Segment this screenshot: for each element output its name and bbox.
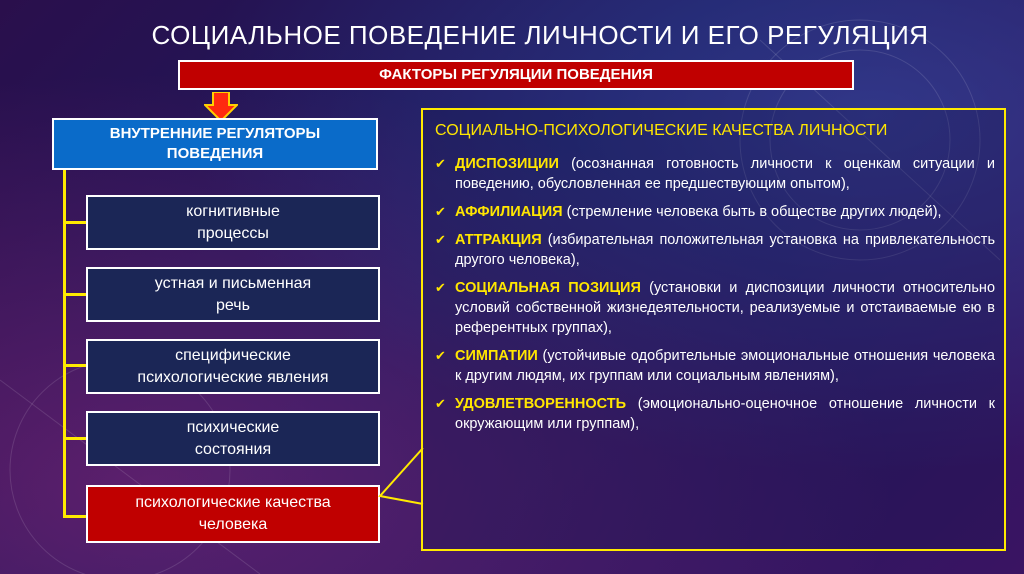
sub-item-box: [86, 195, 380, 250]
sub-item-line2: процессы: [197, 224, 269, 242]
quality-term: УДОВЛЕТВОРЕННОСТЬ: [455, 396, 627, 412]
sub-item-box: [86, 411, 380, 466]
quality-term: СОЦИАЛЬНАЯ ПОЗИЦИЯ: [455, 280, 641, 296]
quality-description: (устойчивые одобрительные эмоциональные отношения человека к другим людям, их группам или социальным явлениям),: [455, 348, 995, 384]
quality-description: (стремление человека быть в обществе других людей),: [566, 204, 942, 220]
internal-regulators-line2: ПОВЕДЕНИЯ: [166, 145, 264, 162]
factors-header: ФАКТОРЫ РЕГУЛЯЦИИ ПОВЕДЕНИЯ: [178, 60, 854, 90]
sub-item-line2: речь: [216, 296, 250, 314]
check-icon: ✔: [435, 396, 446, 411]
sub-item-line2: психологические явления: [137, 368, 329, 386]
check-icon: ✔: [435, 232, 446, 247]
quality-description: (эмоционально-оценочное отношение личности к окружающим или группам),: [455, 396, 995, 432]
connector-branch: [63, 293, 86, 296]
connector-branch: [63, 437, 86, 440]
sub-item-box: [86, 267, 380, 322]
list-item: [435, 202, 995, 222]
list-item: [435, 346, 995, 386]
internal-regulators-box: [52, 118, 378, 170]
quality-term: СИМПАТИИ: [455, 348, 538, 364]
sub-item-line1: когнитивные: [186, 202, 280, 220]
list-item: [435, 230, 995, 270]
sub-item-box: [86, 339, 380, 394]
qualities-title: СОЦИАЛЬНО-ПСИХОЛОГИЧЕСКИЕ КАЧЕСТВА ЛИЧНОСТИ: [435, 122, 888, 139]
sub-item-line2: человека: [198, 516, 268, 533]
check-icon: ✔: [435, 156, 446, 171]
quality-description: (осознанная готовность личности к оценкам ситуации и поведению, обусловленная ее предшествующим опытом),: [455, 156, 995, 192]
callout-pointer: [378, 446, 426, 506]
quality-description: (избирательная положительная установка на привлекательность другого человека),: [455, 232, 995, 268]
qualities-list: [435, 154, 995, 442]
sub-item-line1: психические: [186, 418, 280, 436]
list-item: [435, 154, 995, 194]
quality-term: АФФИЛИАЦИЯ: [455, 204, 563, 220]
qualities-panel: [421, 108, 1006, 551]
quality-description: (установки и диспозиции личности относительно условий собственной жизнедеятельности, реализуемые и отстаиваемые ею в референтных группах),: [455, 280, 996, 336]
check-icon: ✔: [435, 348, 446, 363]
sub-item-line1: устная и письменная: [154, 274, 312, 292]
sub-item-line1: специфические: [175, 346, 291, 364]
connector-branch: [63, 364, 86, 367]
internal-regulators-line1: ВНУТРЕННИЕ РЕГУЛЯТОРЫ: [109, 125, 321, 142]
page-title: СОЦИАЛЬНОЕ ПОВЕДЕНИЕ ЛИЧНОСТИ И ЕГО РЕГУЛЯЦИЯ: [151, 20, 929, 50]
sub-item-line2: состояния: [194, 440, 272, 458]
list-item: [435, 278, 995, 338]
list-item: [435, 394, 995, 434]
sub-item-line1: психологические качества: [135, 494, 331, 511]
connector-branch: [63, 221, 86, 224]
check-icon: ✔: [435, 204, 446, 219]
check-icon: ✔: [435, 280, 446, 295]
quality-term: ДИСПОЗИЦИИ: [455, 156, 559, 172]
quality-term: АТТРАКЦИЯ: [455, 232, 542, 248]
connector-branch: [63, 515, 86, 518]
sub-item-box-highlighted: [86, 485, 380, 543]
